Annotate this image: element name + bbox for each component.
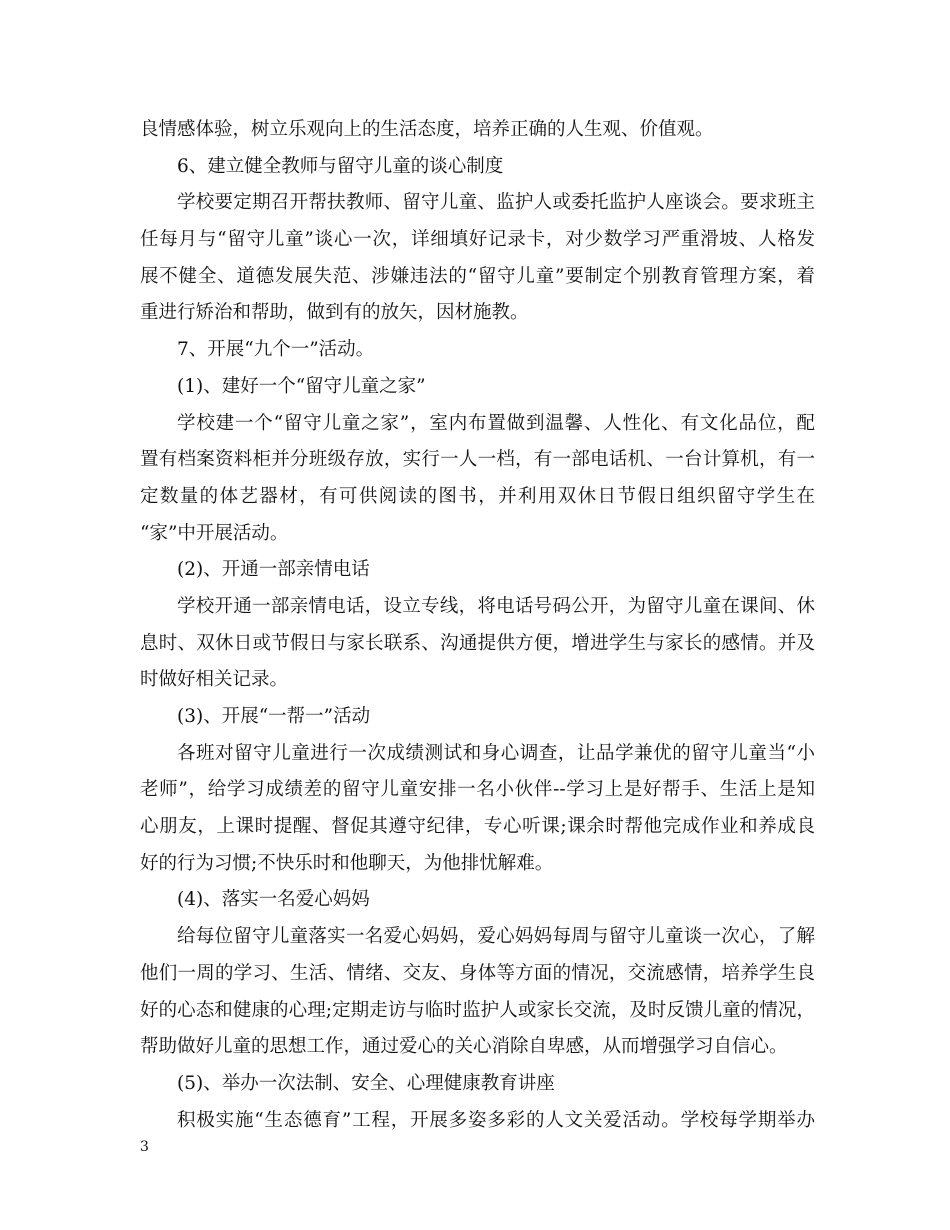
text-line: 学校建一个“留守儿童之家”，室内布置做到温馨、人性化、有文化品位，配 [177, 412, 815, 434]
text-line: 帮助做好儿童的思想工作，通过爱心的关心消除自卑感，从而增强学习自信心。 [140, 1036, 788, 1058]
text-line: 各班对留守儿童进行一次成绩测试和身心调查，让品学兼优的留守儿童当“小 [177, 742, 815, 764]
text-line: 老师”，给学习成绩差的留守儿童安排一名小伙伴--学习上是好帮手、生活上是知 [140, 779, 815, 801]
text-line: 良情感体验，树立乐观向上的生活态度，培养正确的人生观、价值观。 [140, 119, 714, 140]
text-line: 任每月与“留守儿童”谈心一次，详细填好记录卡，对少数学习严重滑坡、人格发 [140, 229, 815, 251]
document-body [140, 112, 815, 1139]
text-line: (1)、建好一个“留守儿童之家” [177, 375, 426, 397]
text-line: 好的心态和健康的心理;定期走访与临时监护人或家长交流，及时反馈儿童的情况， [140, 999, 815, 1021]
text-line: 学校要定期召开帮扶教师、留守儿童、监护人或委托监护人座谈会。要求班主 [177, 192, 815, 214]
text-line: 定数量的体艺器材，有可供阅读的图书，并利用双休日节假日组织留守学生在 [140, 485, 815, 507]
text-line: 时做好相关记录。 [140, 669, 289, 691]
page-number: 3 [140, 1139, 149, 1155]
text-line: 给每位留守儿童落实一名爱心妈妈，爱心妈妈每周与留守儿童谈一次心，了解 [177, 926, 815, 948]
text-line: 积极实施“生态德育”工程，开展多姿多彩的人文关爱活动。学校每学期举办 [177, 1109, 815, 1131]
text-line: (2)、开通一部亲情电话 [177, 559, 370, 581]
text-line: 他们一周的学习、生活、情绪、交友、身体等方面的情况，交流感情，培养学生良 [140, 962, 815, 984]
text-line: 6、建立健全教师与留守儿童的谈心制度 [177, 155, 504, 177]
text-line: 心朋友，上课时提醒、督促其遵守纪律，专心听课;课余时帮他完成作业和养成良 [140, 816, 815, 838]
text-line: 重进行矫治和帮助，做到有的放矢，因材施教。 [140, 302, 529, 324]
text-line: 好的行为习惯;不快乐时和他聊天，为他排忧解难。 [140, 852, 554, 874]
text-line: “家”中开展活动。 [140, 522, 289, 544]
text-line: (5)、举办一次法制、安全、心理健康教育讲座 [177, 1072, 555, 1094]
text-line: 学校开通一部亲情电话，设立专线，将电话号码公开，为留守儿童在课间、休 [177, 595, 815, 617]
text-line: (4)、落实一名爱心妈妈 [177, 889, 370, 911]
text-line: 7、开展“九个一”活动。 [177, 339, 375, 361]
text-line: 置有档案资料柜并分班级存放，实行一人一档，有一部电话机、一台计算机，有一 [140, 449, 815, 471]
text-line: (3)、开展“一帮一”活动 [177, 706, 371, 727]
text-line: 息时、双休日或节假日与家长联系、沟通提供方便，增进学生与家长的感情。并及 [140, 632, 815, 654]
text-line: 展不健全、道德发展失范、涉嫌违法的“留守儿童”要制定个别教育管理方案，着 [140, 265, 815, 287]
